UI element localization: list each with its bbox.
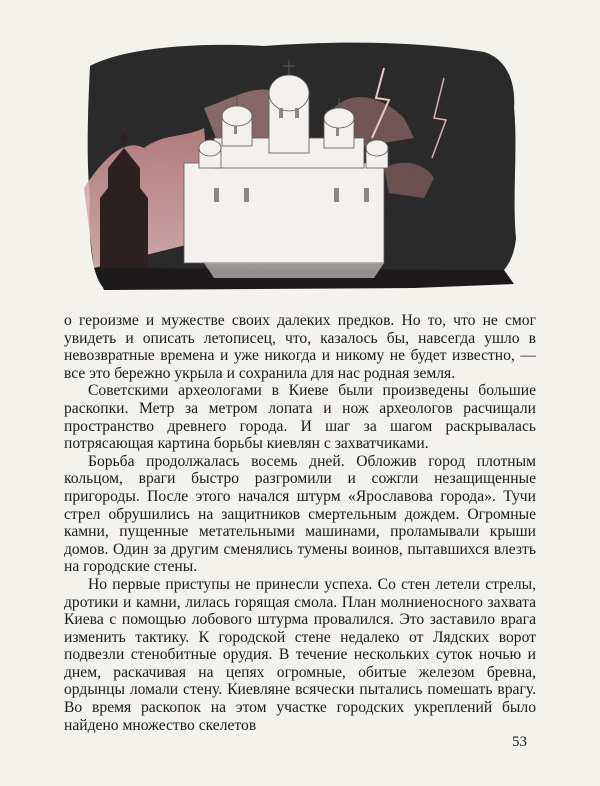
body-text	[64, 312, 536, 734]
paragraph-2: Советскими археологами в Киеве были произведены большие раскопки. Метр за метром лопата и нож археологов расчищали пространство древнего города. И шаг за шагом раскрывалась потрясающая картина борьбы киевлян с захватчиками.	[64, 382, 536, 453]
paragraph-4: Но первые приступы не принесли успеха. Со стен летели стрелы, дротики и камни, лилась горящая смола. План молниеносного захвата Киева с помощью лобового штурма провалился. Это заставило врага изменить тактику. К городской стене недалеко от Лядских ворот подвезли стенобитные орудия. В течение нескольких суток ночью и днем, раскачивая на цепях огромные, обитые железом бревна, ордынцы ломали стену. Киевляне всячески пытались помешать врагу. Во время раскопок на этом участке городских укреплений было найдено множество скелетов	[64, 575, 536, 734]
page-number: 53	[512, 734, 527, 750]
paragraph-1: о героизме и мужестве своих далеких предков. Но то, что не смог увидеть и описать летописец, что, казалось бы, навсегда ушло в невозвратные времена и уже никогда и никому не будет известно, — все это бережно укрыла и сохранила для нас родная земля.	[64, 312, 536, 382]
cathedral-illustration	[84, 38, 520, 296]
paragraph-3: Борьба продолжалась восемь дней. Обложив город плотным кольцом, враги быстро разгромили и сожгли незащищенные пригороды. После этого начался штурм «Ярославова города». Тучи стрел обрушились на защитников смертельным дождем. Огромные камни, пущенные метательными машинами, проламывали крыши домов. Один за другим сменялись тумены воинов, пытавшихся влезть на городские стены.	[64, 452, 536, 576]
